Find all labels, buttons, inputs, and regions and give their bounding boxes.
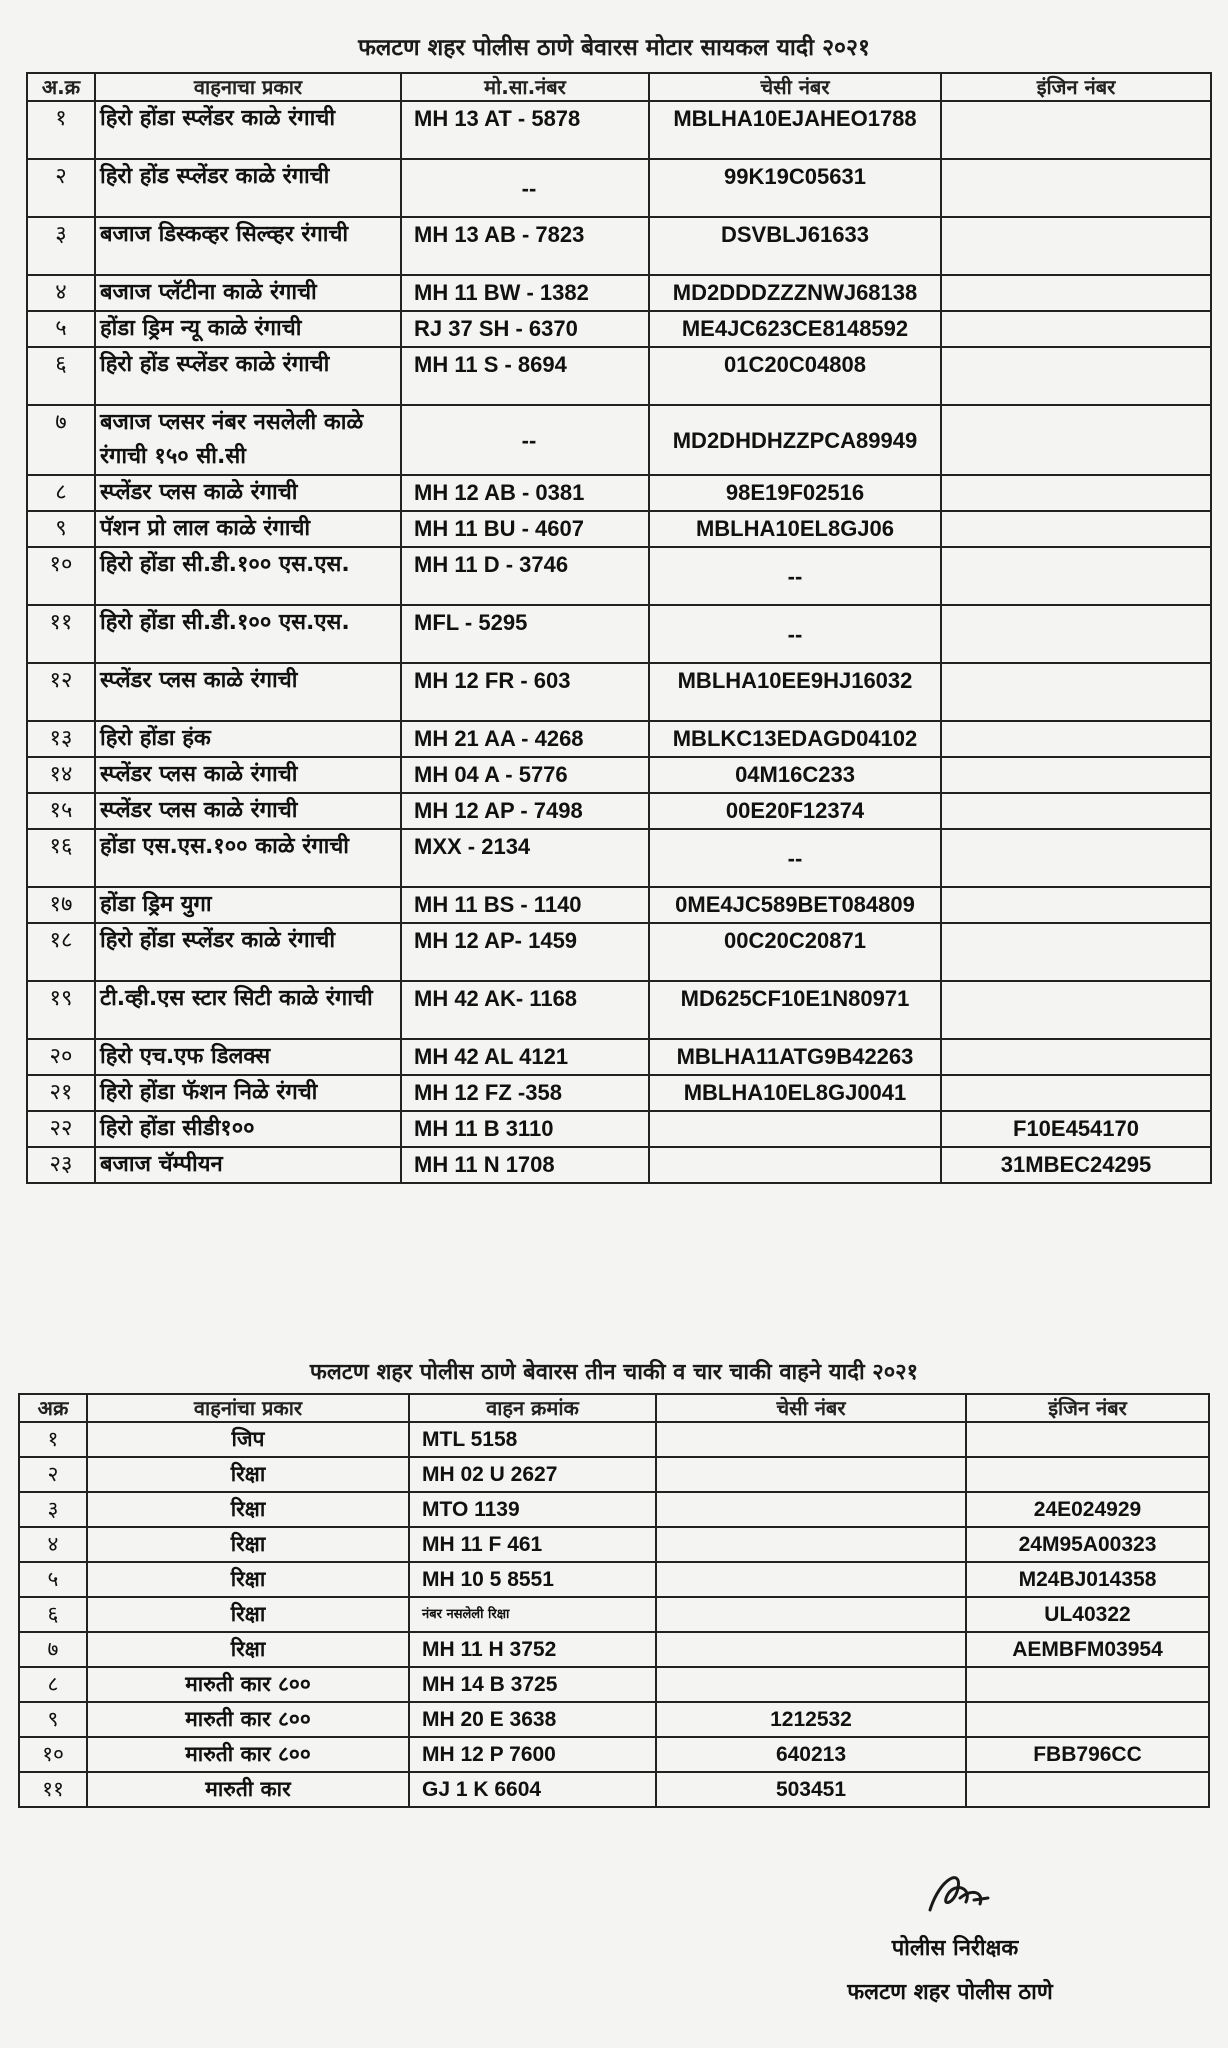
row-vehicle-type: रिक्षा — [87, 1632, 409, 1667]
row-engine — [941, 793, 1211, 829]
table-row — [27, 405, 1211, 475]
row-vehicle-type: रिक्षा — [87, 1562, 409, 1597]
row-vehicle-type: हिरो होंडा फॅशन निळे रंगची — [95, 1075, 401, 1111]
row-registration: नंबर नसलेली रिक्षा — [409, 1597, 656, 1632]
row-chassis: 01C20C04808 — [649, 347, 941, 405]
row-registration: MH 13 AT - 5878 — [401, 101, 649, 159]
table-row — [27, 547, 1211, 605]
table-row — [19, 1667, 1209, 1702]
row-serial: ८ — [27, 475, 95, 511]
row-registration: RJ 37 SH - 6370 — [401, 311, 649, 347]
row-chassis: MBLHA10EJAHEO1788 — [649, 101, 941, 159]
row-engine — [941, 405, 1211, 475]
row-registration: MH 12 FR - 603 — [401, 663, 649, 721]
row-registration: MH 21 AA - 4268 — [401, 721, 649, 757]
table-row — [27, 887, 1211, 923]
table-row — [27, 721, 1211, 757]
row-engine — [941, 511, 1211, 547]
row-registration: MH 13 AB - 7823 — [401, 217, 649, 275]
row-registration: MTO 1139 — [409, 1492, 656, 1527]
table-row — [27, 1147, 1211, 1183]
table-row — [27, 275, 1211, 311]
row-vehicle-type: हिरो एच.एफ डिलक्स — [95, 1039, 401, 1075]
row-engine — [941, 275, 1211, 311]
row-chassis: MD2DHDHZZPCA89949 — [649, 405, 941, 475]
signature-mark — [900, 1858, 1010, 1928]
table-row — [27, 605, 1211, 663]
row-registration: MH 11 D - 3746 — [401, 547, 649, 605]
row-registration: -- — [401, 159, 649, 217]
table-row — [27, 101, 1211, 159]
row-vehicle-type: होंडा ड्रिम युगा — [95, 887, 401, 923]
row-engine: 24E024929 — [966, 1492, 1209, 1527]
row-engine — [941, 311, 1211, 347]
row-vehicle-type: पॅशन प्रो लाल काळे रंगाची — [95, 511, 401, 547]
row-engine: M24BJ014358 — [966, 1562, 1209, 1597]
row-registration: MH 20 E 3638 — [409, 1702, 656, 1737]
row-vehicle-type: स्प्लेंडर प्लस काळे रंगाची — [95, 793, 401, 829]
table-row — [27, 663, 1211, 721]
row-vehicle-type: जिप — [87, 1422, 409, 1457]
header-type: वाहनाचा प्रकार — [95, 73, 401, 101]
table-row — [19, 1632, 1209, 1667]
table-row — [19, 1737, 1209, 1772]
row-chassis: 04M16C233 — [649, 757, 941, 793]
table-row — [19, 1562, 1209, 1597]
row-vehicle-type: हिरो होंड स्प्लेंडर काळे रंगाची — [95, 159, 401, 217]
row-serial: ९ — [19, 1702, 87, 1737]
table-row — [27, 475, 1211, 511]
table-row — [19, 1702, 1209, 1737]
row-engine — [941, 475, 1211, 511]
row-serial: १० — [27, 547, 95, 605]
row-engine: FBB796CC — [966, 1737, 1209, 1772]
row-chassis: 503451 — [656, 1772, 966, 1807]
row-vehicle-type: होंडा ड्रिम न्यू काळे रंगाची — [95, 311, 401, 347]
row-serial: ५ — [27, 311, 95, 347]
row-chassis — [656, 1422, 966, 1457]
row-serial: २० — [27, 1039, 95, 1075]
row-chassis: MBLHA10EL8GJ0041 — [649, 1075, 941, 1111]
row-chassis: -- — [649, 605, 941, 663]
row-serial: १ — [27, 101, 95, 159]
row-serial: १९ — [27, 981, 95, 1039]
row-serial: १२ — [27, 663, 95, 721]
row-serial: २२ — [27, 1111, 95, 1147]
table-row — [27, 347, 1211, 405]
row-vehicle-type: हिरो होंडा सी.डी.१०० एस.एस. — [95, 605, 401, 663]
header-engine: इंजिन नंबर — [966, 1394, 1209, 1422]
row-serial: ११ — [27, 605, 95, 663]
row-vehicle-type: स्प्लेंडर प्लस काळे रंगाची — [95, 663, 401, 721]
signature-block — [790, 1858, 1120, 2005]
row-chassis — [649, 1111, 941, 1147]
row-registration: MH 11 F 461 — [409, 1527, 656, 1562]
row-engine — [941, 1075, 1211, 1111]
row-vehicle-type: बजाज चॅम्पीयन — [95, 1147, 401, 1183]
row-engine — [941, 101, 1211, 159]
header-reg: वाहन क्रमांक — [409, 1394, 656, 1422]
row-registration: MH 11 BW - 1382 — [401, 275, 649, 311]
row-vehicle-type: मारुती कार ८०० — [87, 1702, 409, 1737]
row-serial: ५ — [19, 1562, 87, 1597]
row-serial: ३ — [27, 217, 95, 275]
row-registration: MH 12 AP - 7498 — [401, 793, 649, 829]
row-chassis: 0ME4JC589BET084809 — [649, 887, 941, 923]
row-chassis: ME4JC623CE8148592 — [649, 311, 941, 347]
row-chassis: 1212532 — [656, 1702, 966, 1737]
row-chassis: 99K19C05631 — [649, 159, 941, 217]
row-engine — [941, 721, 1211, 757]
row-engine — [966, 1772, 1209, 1807]
header-reg: मो.सा.नंबर — [401, 73, 649, 101]
row-chassis: MD2DDDZZZNWJ68138 — [649, 275, 941, 311]
row-chassis — [656, 1597, 966, 1632]
row-engine — [941, 829, 1211, 887]
table-row — [19, 1422, 1209, 1457]
table-header-row — [19, 1394, 1209, 1422]
row-engine — [941, 217, 1211, 275]
row-chassis: MBLHA10EL8GJ06 — [649, 511, 941, 547]
row-chassis: MD625CF10E1N80971 — [649, 981, 941, 1039]
row-chassis: 00C20C20871 — [649, 923, 941, 981]
table-row — [27, 159, 1211, 217]
row-engine — [941, 1039, 1211, 1075]
row-serial: ७ — [27, 405, 95, 475]
row-serial: २३ — [27, 1147, 95, 1183]
row-serial: १ — [19, 1422, 87, 1457]
row-engine — [966, 1422, 1209, 1457]
row-chassis: 98E19F02516 — [649, 475, 941, 511]
table2-title: फलटण शहर पोलीस ठाणे बेवारस तीन चाकी व चार चाकी वाहने यादी २०२१ — [309, 1360, 919, 1385]
row-registration: MH 42 AK- 1168 — [401, 981, 649, 1039]
row-chassis — [656, 1632, 966, 1667]
row-serial: १७ — [27, 887, 95, 923]
table-row — [19, 1527, 1209, 1562]
row-chassis: MBLHA11ATG9B42263 — [649, 1039, 941, 1075]
row-registration: MH 02 U 2627 — [409, 1457, 656, 1492]
row-registration: MH 04 A - 5776 — [401, 757, 649, 793]
row-registration: MH 10 5 8551 — [409, 1562, 656, 1597]
header-sn: अ.क्र — [27, 73, 95, 101]
row-registration: -- — [401, 405, 649, 475]
row-engine: 24M95A00323 — [966, 1527, 1209, 1562]
row-registration: MH 11 BS - 1140 — [401, 887, 649, 923]
row-vehicle-type: हिरो होंडा स्प्लेंडर काळे रंगाची — [95, 101, 401, 159]
header-chassis: चेसी नंबर — [656, 1394, 966, 1422]
row-chassis: MBLHA10EE9HJ16032 — [649, 663, 941, 721]
table-header-row — [27, 73, 1211, 101]
row-vehicle-type: हिरो होंड स्प्लेंडर काळे रंगाची — [95, 347, 401, 405]
row-chassis: -- — [649, 547, 941, 605]
row-vehicle-type: हिरो होंडा स्प्लेंडर काळे रंगाची — [95, 923, 401, 981]
row-serial: ११ — [19, 1772, 87, 1807]
table-row — [19, 1492, 1209, 1527]
signature-designation: पोलीस निरीक्षक — [891, 1936, 1019, 1961]
row-engine — [966, 1457, 1209, 1492]
row-vehicle-type: बजाज डिस्कव्हर सिल्व्हर रंगाची — [95, 217, 401, 275]
row-registration: MH 11 N 1708 — [401, 1147, 649, 1183]
row-chassis: 640213 — [656, 1737, 966, 1772]
row-chassis — [656, 1527, 966, 1562]
table-row — [27, 793, 1211, 829]
row-vehicle-type: टी.व्ही.एस स्टार सिटी काळे रंगाची — [95, 981, 401, 1039]
row-serial: १३ — [27, 721, 95, 757]
table-row — [27, 981, 1211, 1039]
row-engine: F10E454170 — [941, 1111, 1211, 1147]
table-row — [27, 1111, 1211, 1147]
row-serial: १४ — [27, 757, 95, 793]
row-registration: MTL 5158 — [409, 1422, 656, 1457]
row-registration: MH 14 B 3725 — [409, 1667, 656, 1702]
row-engine: UL40322 — [966, 1597, 1209, 1632]
row-engine — [966, 1667, 1209, 1702]
row-serial: २ — [19, 1457, 87, 1492]
row-chassis: 00E20F12374 — [649, 793, 941, 829]
row-chassis — [656, 1492, 966, 1527]
header-sn: अक्र — [19, 1394, 87, 1422]
row-serial: ८ — [19, 1667, 87, 1702]
row-registration: MH 12 P 7600 — [409, 1737, 656, 1772]
row-engine — [941, 887, 1211, 923]
header-chassis: चेसी नंबर — [649, 73, 941, 101]
row-engine — [941, 547, 1211, 605]
row-vehicle-type: रिक्षा — [87, 1597, 409, 1632]
row-chassis: MBLKC13EDAGD04102 — [649, 721, 941, 757]
row-chassis — [649, 1147, 941, 1183]
table-row — [19, 1597, 1209, 1632]
row-serial: ४ — [19, 1527, 87, 1562]
row-engine — [966, 1702, 1209, 1737]
row-engine: AEMBFM03954 — [966, 1632, 1209, 1667]
header-engine: इंजिन नंबर — [941, 73, 1211, 101]
row-engine — [941, 159, 1211, 217]
row-vehicle-type: मारुती कार ८०० — [87, 1737, 409, 1772]
table1-title: फलटण शहर पोलीस ठाणे बेवारस मोटार सायकल यादी २०२१ — [358, 35, 870, 61]
row-vehicle-type: स्प्लेंडर प्लस काळे रंगाची — [95, 757, 401, 793]
row-vehicle-type: रिक्षा — [87, 1457, 409, 1492]
row-chassis — [656, 1562, 966, 1597]
row-chassis: -- — [649, 829, 941, 887]
motorcycle-table — [26, 72, 1212, 1184]
table-row — [27, 1039, 1211, 1075]
row-vehicle-type: हिरो होंडा हंक — [95, 721, 401, 757]
row-serial: १६ — [27, 829, 95, 887]
table-row — [27, 217, 1211, 275]
row-engine — [941, 663, 1211, 721]
row-chassis — [656, 1667, 966, 1702]
row-engine — [941, 981, 1211, 1039]
row-serial: १८ — [27, 923, 95, 981]
row-vehicle-type: रिक्षा — [87, 1492, 409, 1527]
row-registration: MH 11 S - 8694 — [401, 347, 649, 405]
row-engine: 31MBEC24295 — [941, 1147, 1211, 1183]
table-row — [19, 1457, 1209, 1492]
vehicle-table — [18, 1393, 1210, 1808]
row-serial: २१ — [27, 1075, 95, 1111]
row-vehicle-type: होंडा एस.एस.१०० काळे रंगाची — [95, 829, 401, 887]
table-row — [27, 311, 1211, 347]
row-registration: MH 12 AP- 1459 — [401, 923, 649, 981]
table-row — [27, 923, 1211, 981]
row-engine — [941, 757, 1211, 793]
row-registration: MH 12 FZ -358 — [401, 1075, 649, 1111]
row-serial: ६ — [19, 1597, 87, 1632]
row-serial: ७ — [19, 1632, 87, 1667]
row-registration: MH 11 H 3752 — [409, 1632, 656, 1667]
row-serial: ४ — [27, 275, 95, 311]
table-row — [27, 829, 1211, 887]
row-serial: ९ — [27, 511, 95, 547]
row-chassis — [656, 1457, 966, 1492]
row-chassis: DSVBLJ61633 — [649, 217, 941, 275]
signature-station: फलटण शहर पोलीस ठाणे — [847, 1980, 1053, 2005]
row-registration: GJ 1 K 6604 — [409, 1772, 656, 1807]
row-registration: MH 12 AB - 0381 — [401, 475, 649, 511]
row-vehicle-type: मारुती कार — [87, 1772, 409, 1807]
table-row — [27, 1075, 1211, 1111]
row-registration: MH 42 AL 4121 — [401, 1039, 649, 1075]
row-vehicle-type: हिरो होंडा सी.डी.१०० एस.एस. — [95, 547, 401, 605]
row-registration: MFL - 5295 — [401, 605, 649, 663]
row-serial: २ — [27, 159, 95, 217]
row-serial: १० — [19, 1737, 87, 1772]
row-registration: MH 11 BU - 4607 — [401, 511, 649, 547]
row-registration: MH 11 B 3110 — [401, 1111, 649, 1147]
table-row — [27, 757, 1211, 793]
row-vehicle-type: बजाज प्लॅटीना काळे रंगाची — [95, 275, 401, 311]
header-type: वाहनांचा प्रकार — [87, 1394, 409, 1422]
row-serial: १५ — [27, 793, 95, 829]
table-row — [27, 511, 1211, 547]
row-vehicle-type: मारुती कार ८०० — [87, 1667, 409, 1702]
row-engine — [941, 605, 1211, 663]
row-vehicle-type: हिरो होंडा सीडी१०० — [95, 1111, 401, 1147]
row-registration: MXX - 2134 — [401, 829, 649, 887]
row-engine — [941, 923, 1211, 981]
row-vehicle-type: स्प्लेंडर प्लस काळे रंगाची — [95, 475, 401, 511]
row-serial: ६ — [27, 347, 95, 405]
row-serial: ३ — [19, 1492, 87, 1527]
row-vehicle-type: बजाज प्लसर नंबर नसलेली काळे रंगाची १५० सी.सी — [95, 405, 401, 475]
row-engine — [941, 347, 1211, 405]
table-row — [19, 1772, 1209, 1807]
row-vehicle-type: रिक्षा — [87, 1527, 409, 1562]
